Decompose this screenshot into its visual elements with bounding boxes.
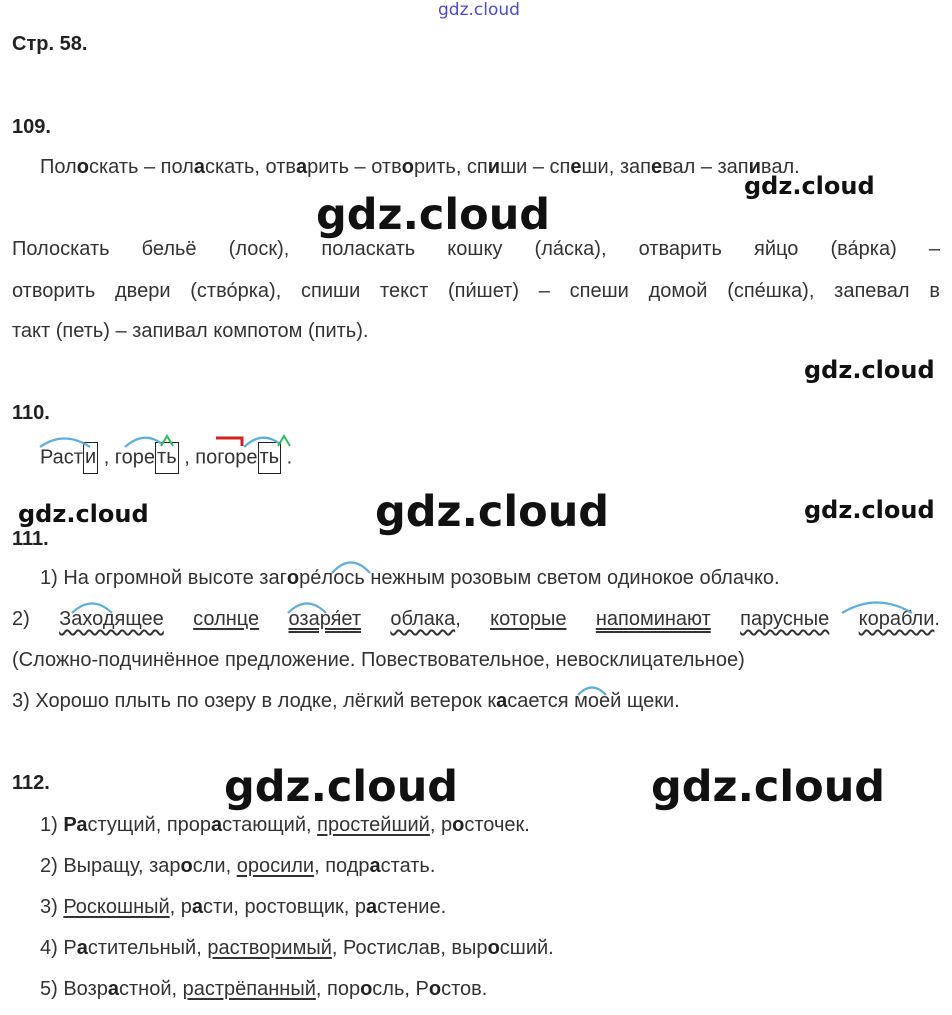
suffix-mark	[278, 436, 290, 446]
text-run: вал.	[760, 156, 800, 178]
text-run: стающий,	[222, 814, 318, 836]
underlined-word: Заходящее	[59, 608, 164, 630]
watermark: gdz.cloud	[18, 500, 149, 528]
watermark: gdz.cloud	[804, 496, 935, 524]
ending-box: ть	[155, 442, 179, 474]
root-arc	[578, 688, 606, 696]
watermark: gdz.cloud	[316, 190, 551, 240]
text-run: , подр	[314, 855, 370, 877]
root-arc	[332, 563, 370, 574]
text-run: 4) Р	[40, 937, 77, 959]
text-run: .	[934, 608, 940, 630]
text-run: сший.	[499, 937, 554, 959]
stressed-vowel: о	[428, 978, 442, 1000]
text-run: 2) Выращу, зар	[40, 855, 181, 877]
stressed-vowel: а	[369, 855, 381, 877]
text-run: вал – зап	[662, 156, 749, 178]
underlined-word: корабли	[858, 608, 935, 630]
stressed-vowel: и	[487, 156, 501, 178]
top-watermark: gdz.cloud	[438, 0, 520, 20]
text-run: сли,	[192, 855, 237, 877]
stressed-vowel: а	[211, 814, 223, 836]
underlined-word: облака	[390, 608, 456, 630]
root-arc	[72, 604, 112, 614]
text-run: сль, Р	[372, 978, 429, 1000]
text-run: , горе	[98, 446, 156, 469]
text-run: , погоре	[178, 446, 258, 469]
suffix-mark	[161, 436, 173, 446]
underlined-word: парусные	[740, 608, 830, 630]
ending-box: ть	[258, 442, 282, 474]
text-run: стущий, прор	[87, 814, 212, 836]
underlined-word: простейший	[317, 814, 430, 836]
text-run: сти, ростовщик, р	[203, 896, 367, 918]
exercise-111-number: 111.	[12, 528, 49, 550]
text-run: 1) На огромной высоте заг	[40, 567, 287, 589]
underlined-word: растворимый	[207, 937, 332, 959]
stressed-vowel: о	[452, 814, 465, 836]
ending-box: и	[83, 442, 98, 474]
exercise-109-para-line-2: отворить двери (ство́рка), спиши текст (пи́шет) – спеши домой (спе́шка), запевал в	[12, 280, 940, 302]
text-run: .	[281, 446, 293, 469]
text-run: рить, сп	[413, 156, 488, 178]
text-run: стать.	[380, 855, 436, 877]
watermark: gdz.cloud	[744, 172, 875, 200]
root-arc	[244, 438, 280, 447]
stressed-vowel: а	[76, 937, 88, 959]
watermark: gdz.cloud	[224, 762, 459, 812]
stressed-vowel: о	[76, 156, 89, 178]
text-run: 5) Возр	[40, 978, 108, 1000]
stressed-vowel: а	[191, 896, 204, 918]
underlined-word: оросили	[236, 855, 315, 877]
stressed-vowel: а	[107, 978, 119, 1000]
text-run: , р	[429, 814, 453, 836]
underlined-word: напоминают	[595, 608, 711, 630]
exercise-109-para-line-1: Полоскать бельё (лоск), поласкать кошку (ла́ска), отварить яйцо (ва́рка) –	[12, 238, 940, 260]
text-run: стов.	[441, 978, 488, 1000]
text-run: стение.	[377, 896, 447, 918]
text-run: сточек.	[464, 814, 530, 836]
text-run: скать, отв	[204, 156, 296, 178]
exercise-109-number: 109.	[12, 116, 51, 138]
text-run: 3)	[40, 896, 64, 918]
stressed-vowel: о	[360, 978, 373, 1000]
watermark: gdz.cloud	[651, 762, 886, 812]
watermark: gdz.cloud	[375, 487, 610, 537]
stressed-vowel: о	[401, 156, 414, 178]
stressed-vowel: и	[748, 156, 761, 178]
watermark: gdz.cloud	[804, 356, 935, 384]
text-run: ши – сп	[500, 156, 571, 178]
prefix-mark	[216, 438, 242, 446]
stressed-vowel: а	[366, 896, 378, 918]
root-arc	[125, 438, 162, 447]
root-arc	[40, 439, 90, 448]
text-run: скать – пол	[88, 156, 194, 178]
underlined-word: солнце	[193, 608, 260, 630]
text-run: рить – отв	[307, 156, 402, 178]
stressed-vowel: е	[650, 156, 663, 178]
stressed-vowel: а	[496, 690, 508, 712]
text-run: Раст	[40, 446, 83, 469]
stressed-vowel: е	[570, 156, 582, 178]
text-run: 3) Хорошо плыть по озеру в лодке, лёгкий ветерок к	[12, 690, 497, 712]
text-run: ре́лось нежным розовым светом одинокое облачко.	[299, 567, 780, 589]
stressed-vowel: о	[286, 567, 300, 589]
stressed-vowel: а	[193, 156, 205, 178]
stressed-vowel: о	[180, 855, 193, 877]
text-run: сается моей щеки.	[507, 690, 680, 712]
exercise-110-number: 110.	[12, 402, 50, 424]
underlined-word: Роскошный	[63, 896, 170, 918]
text-run: , Ростислав, выр	[331, 937, 488, 959]
text-run: ши, зап	[581, 156, 651, 178]
text-run: ,	[455, 608, 491, 630]
text-run: 2)	[12, 608, 60, 630]
root-arc	[288, 604, 326, 614]
root-arc	[842, 603, 912, 614]
exercise-109-para-line-3: такт (петь) – запивал компотом (пить).	[12, 320, 369, 342]
text-run: стительный,	[87, 937, 208, 959]
text-run: , р	[169, 896, 192, 918]
underlined-word: которые	[490, 608, 567, 630]
page-reference: Стр. 58.	[12, 33, 88, 55]
text-run: 1)	[40, 814, 64, 836]
exercise-111-line-3: (Сложно-подчинённое предложение. Повествовательное, невосклицательное)	[12, 649, 745, 671]
text-run: , пор	[315, 978, 361, 1000]
text-run: стной,	[119, 978, 183, 1000]
underlined-word: озаря́ет	[288, 608, 362, 630]
stressed-vowel: Ра	[63, 814, 88, 836]
exercise-112-number: 112.	[12, 772, 50, 794]
underlined-word: растрёпанный	[182, 978, 316, 1000]
text-run: Пол	[40, 156, 77, 178]
stressed-vowel: а	[296, 156, 308, 178]
stressed-vowel: о	[487, 937, 500, 959]
